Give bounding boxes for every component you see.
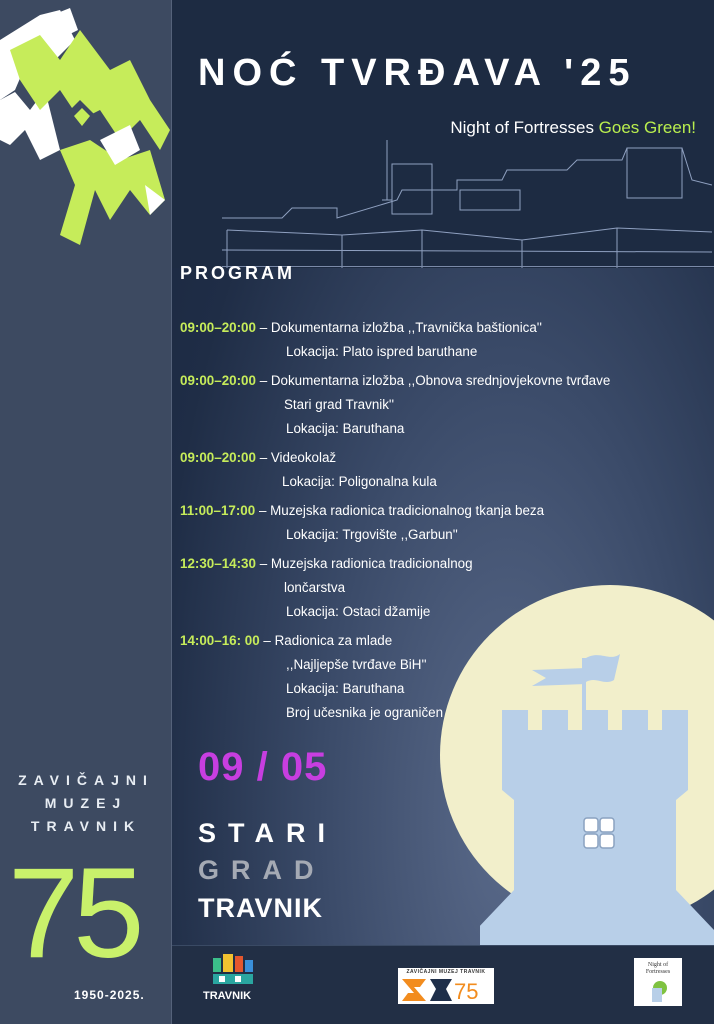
event-title: – Muzejska radionica tradicionalnog [259, 556, 473, 571]
event-title: – Radionica za mlade [263, 633, 393, 648]
event-location: Lokacija: Ostaci džamije [286, 604, 431, 619]
event-line [180, 369, 610, 393]
program-event-2 [180, 369, 610, 441]
poster-title: NOĆ TVRĐAVA '25 [198, 52, 637, 94]
svg-text:75: 75 [454, 979, 479, 1003]
event-title: – Dokumentarna izložba ,,Obnova srednjovjekovne tvrđave [259, 373, 611, 388]
event-time: 09:00–20:00 [180, 450, 256, 465]
event-title: – Dokumentarna izložba ,,Travnička baštionica'' [259, 320, 542, 335]
event-date: 09 / 05 [198, 745, 328, 789]
venue-line3: TRAVNIK [198, 893, 323, 923]
museum-name-line1: ZAVIČAJNI [18, 772, 154, 788]
museum-logo [0, 0, 172, 250]
event-title: – Videokolaž [259, 450, 337, 465]
event-time: 09:00–20:00 [180, 373, 256, 388]
event-line [180, 499, 544, 523]
event-location: Lokacija: Baruthana [286, 421, 405, 436]
event-time: 11:00–17:00 [180, 503, 256, 518]
event-title: – Muzejska radionica tradicionalnog tkanja beza [258, 503, 545, 518]
event-location: Lokacija: Trgovište ,,Garbun'' [286, 527, 458, 542]
event-line [180, 316, 542, 340]
event-time: 14:00–16: 00 [180, 633, 260, 648]
program-event-4 [180, 499, 544, 547]
program-heading: PROGRAM [180, 263, 295, 283]
event-line [180, 446, 437, 470]
museum-75-logo-text: ZAVIČAJNI MUZEJ TRAVNIK [406, 969, 486, 975]
event-note: Broj učesnika je ograničen [286, 705, 444, 720]
night-of-fortresses-logo-text: Night of Fortresses [645, 962, 671, 975]
travnik-city-logo [205, 952, 259, 1016]
event-time: 09:00–20:00 [180, 320, 256, 335]
event-line [180, 552, 473, 576]
event-location: Lokacija: Poligonalna kula [282, 474, 437, 489]
venue-line2: GRAD [198, 855, 326, 885]
event-line [180, 629, 443, 653]
travnik-logo-text: TRAVNIK [203, 990, 252, 1002]
event-title-cont: lončarstva [284, 580, 346, 595]
program-event-1 [180, 316, 542, 364]
fortress-skyline-illustration [222, 140, 712, 268]
night-of-fortresses-icon [648, 980, 668, 1002]
anniversary-years: 1950-2025. [74, 988, 145, 1002]
program-event-6 [180, 629, 443, 725]
skyline-base-line [222, 266, 714, 267]
subtitle-white: Night of Fortresses [450, 118, 599, 137]
event-time: 12:30–14:30 [180, 556, 256, 571]
event-title-cont: Stari grad Travnik'' [284, 397, 395, 412]
event-location: Lokacija: Baruthana [286, 681, 405, 696]
event-location: Lokacija: Plato ispred baruthane [286, 344, 478, 359]
program-event-3 [180, 446, 437, 494]
program-event-5 [180, 552, 473, 624]
museum-75-logo-mark [400, 977, 492, 1003]
event-title-cont: ,,Najljepše tvrđave BiH'' [286, 657, 427, 672]
museum-name-line2: MUZEJ [44, 795, 128, 811]
museum-name-line3: TRAVNIK [30, 818, 142, 834]
anniversary-number: 75 [8, 842, 139, 985]
tower-illustration [480, 640, 714, 950]
poster-subtitle [450, 118, 696, 138]
venue-line1: STARI [198, 818, 337, 848]
subtitle-green: Goes Green! [598, 118, 696, 137]
